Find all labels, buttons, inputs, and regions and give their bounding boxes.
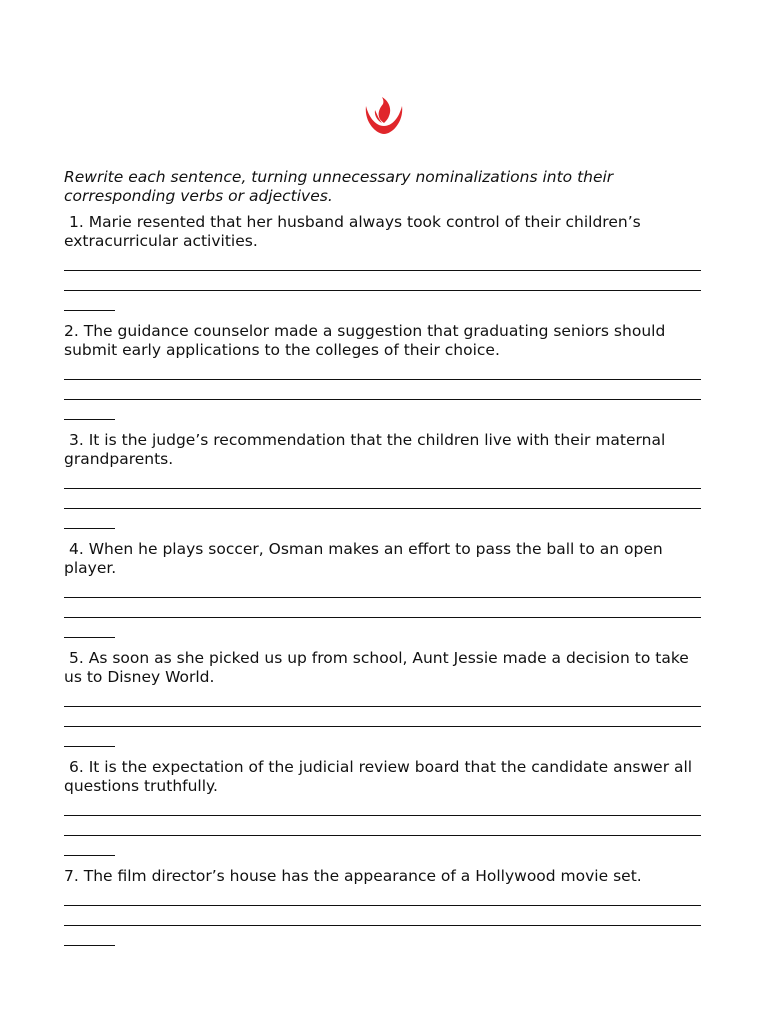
question-text xyxy=(64,213,704,251)
question-text xyxy=(64,649,704,687)
answer-line[interactable] xyxy=(64,618,115,638)
answer-line[interactable] xyxy=(64,886,701,906)
answer-line[interactable] xyxy=(64,251,701,271)
answer-line[interactable] xyxy=(64,489,701,509)
question-body: When he plays soccer, Osman makes an effort to pass the ball to an open player. xyxy=(64,540,663,577)
answer-line[interactable] xyxy=(64,400,115,420)
answer-line[interactable] xyxy=(64,836,115,856)
question-body: It is the expectation of the judicial review board that the candidate answer all questions truthfully. xyxy=(64,758,693,795)
instructions-text: Rewrite each sentence, turning unnecessary nominalizations into their corresponding verbs or adjectives. xyxy=(64,168,614,205)
question-number: 4. xyxy=(69,540,84,558)
flame-logo-icon xyxy=(362,96,406,136)
answer-line[interactable] xyxy=(64,816,701,836)
question-number: 5. xyxy=(69,649,84,667)
answer-line[interactable] xyxy=(64,509,115,529)
question-1 xyxy=(64,213,704,311)
question-number: 6. xyxy=(69,758,84,776)
answer-line[interactable] xyxy=(64,727,115,747)
answer-line[interactable] xyxy=(64,578,701,598)
answer-line[interactable] xyxy=(64,687,701,707)
question-3 xyxy=(64,431,704,529)
question-4 xyxy=(64,540,704,638)
question-number: 1. xyxy=(69,213,84,231)
question-text xyxy=(64,322,704,360)
answer-line[interactable] xyxy=(64,906,701,926)
question-7 xyxy=(64,867,704,946)
question-2 xyxy=(64,322,704,420)
answer-line[interactable] xyxy=(64,380,701,400)
answer-line[interactable] xyxy=(64,707,701,727)
answer-line[interactable] xyxy=(64,598,701,618)
answer-line[interactable] xyxy=(64,796,701,816)
worksheet xyxy=(64,168,704,957)
question-body: The guidance counselor made a suggestion that graduating seniors should submit early applications to the colleges of their choice. xyxy=(64,322,666,359)
question-body: As soon as she picked us up from school, Aunt Jessie made a decision to take us to Disney World. xyxy=(64,649,689,686)
question-body: It is the judge’s recommendation that the children live with their maternal grandparents. xyxy=(64,431,666,468)
question-text xyxy=(64,431,704,469)
question-text xyxy=(64,867,704,886)
question-text xyxy=(64,540,704,578)
question-5 xyxy=(64,649,704,747)
answer-line[interactable] xyxy=(64,926,115,946)
answer-line[interactable] xyxy=(64,360,701,380)
question-body: The film director’s house has the appearance of a Hollywood movie set. xyxy=(83,867,642,885)
question-body: Marie resented that her husband always took control of their children’s extracurricular activities. xyxy=(64,213,641,250)
answer-line[interactable] xyxy=(64,271,701,291)
question-number: 2. xyxy=(64,322,79,340)
question-text xyxy=(64,758,704,796)
question-6 xyxy=(64,758,704,856)
question-number: 7. xyxy=(64,867,79,885)
answer-line[interactable] xyxy=(64,291,115,311)
question-number: 3. xyxy=(69,431,84,449)
answer-line[interactable] xyxy=(64,469,701,489)
